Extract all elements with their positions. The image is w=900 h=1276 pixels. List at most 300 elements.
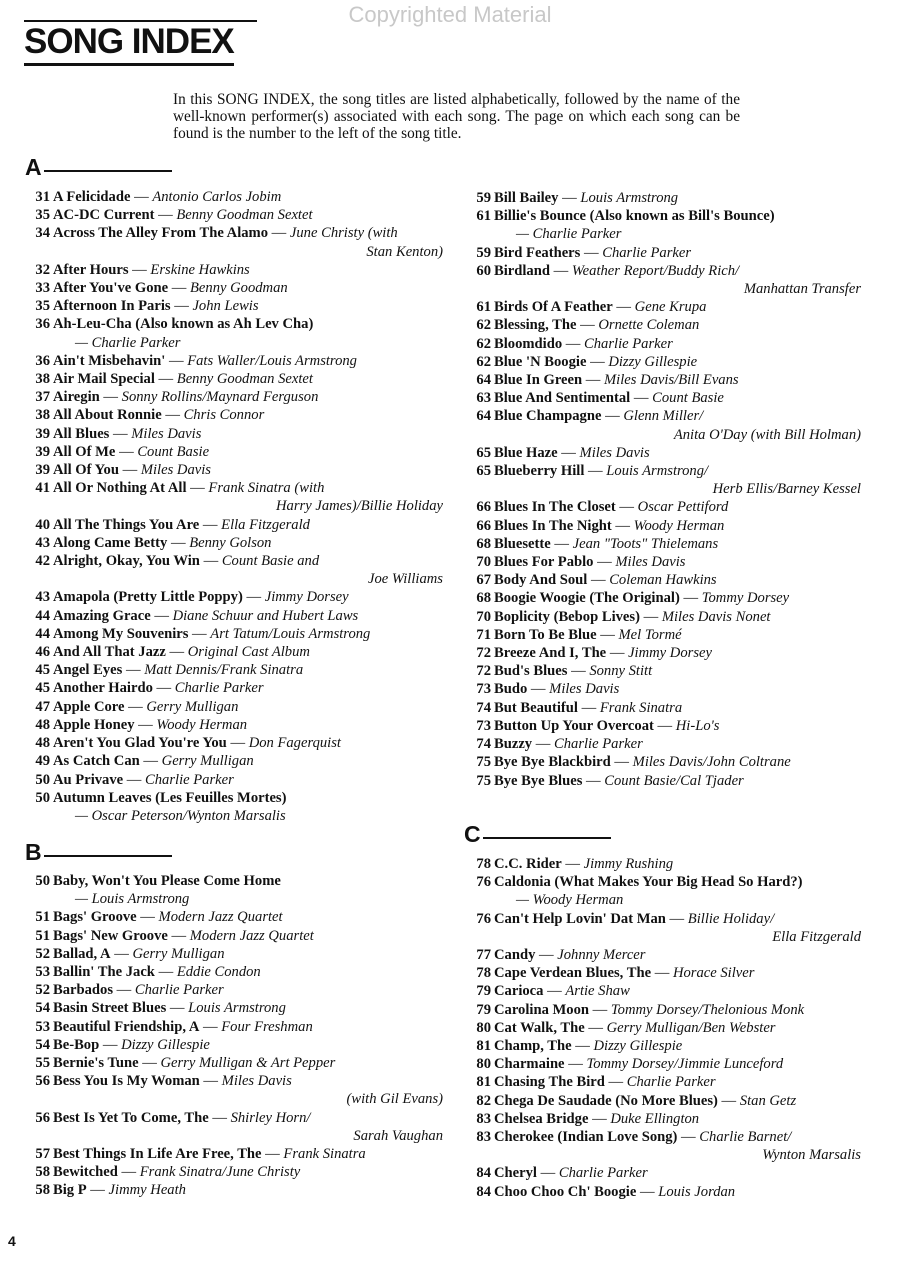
song-title: Blessing, The	[494, 317, 577, 334]
song-title: Best Is Yet To Come, The	[53, 1109, 209, 1126]
song-title: All About Ronnie	[53, 407, 162, 424]
page-num: 78	[476, 965, 491, 982]
song-title: Bags' New Groove	[53, 927, 168, 944]
index-entry: 38 All About Ronnie — Chris Connor	[28, 406, 443, 424]
performer-continued: — Oscar Peterson/Wynton Marsalis	[75, 807, 286, 824]
song-title: Ah-Leu-Cha (Also known as Ah Lev Cha)	[53, 316, 314, 333]
song-title: Blue Haze	[494, 444, 558, 461]
index-entry: 53 Beautiful Friendship, A — Four Freshman	[28, 1018, 443, 1036]
index-entry: 65 Blueberry Hill — Louis Armstrong/ Herb Ellis/Barney Kessel	[469, 462, 861, 498]
page-num: 63	[476, 390, 491, 407]
performer: Original Cast Album	[187, 644, 310, 661]
performer: Jean "Toots" Thielemans	[572, 535, 719, 552]
page-num: 79	[476, 1001, 491, 1018]
index-entry	[28, 789, 443, 825]
index-entry: 43 Along Came Betty — Benny Golson	[28, 534, 443, 552]
song-title: Autumn Leaves (Les Feuilles Mortes)	[53, 789, 287, 806]
page-num: 70	[476, 554, 491, 571]
page-title: SONG INDEX	[24, 22, 234, 66]
song-title: Across The Alley From The Alamo	[53, 225, 268, 242]
page-num: 36	[35, 352, 50, 369]
performer: Count Basie/Cal Tjader	[604, 772, 744, 789]
page-num: 61	[476, 299, 491, 316]
performer: Jimmy Dorsey	[264, 589, 349, 606]
index-entry: 81 Champ, The — Dizzy Gillespie	[469, 1037, 861, 1055]
performer: Four Freshman	[221, 1018, 313, 1035]
index-entry: 68 Boogie Woogie (The Original) — Tommy Dorsey	[469, 589, 861, 607]
index-entry: 39 All Of Me — Count Basie	[28, 443, 443, 461]
index-entry: 80 Cat Walk, The — Gerry Mulligan/Ben Webster	[469, 1019, 861, 1037]
page-num: 73	[476, 717, 491, 734]
section-rule	[44, 855, 172, 857]
performer: Charlie Parker	[626, 1074, 716, 1091]
performer: Gerry Mulligan	[132, 945, 225, 962]
index-entry: 33 After You've Gone — Benny Goodman	[28, 279, 443, 297]
performer: Gerry Mulligan	[146, 698, 239, 715]
page-num: 51	[35, 909, 50, 926]
performer: Charlie Parker	[554, 736, 643, 753]
song-title: Cat Walk, The	[494, 1019, 585, 1036]
performer: Duke Ellington	[610, 1110, 700, 1127]
page-num: 56	[35, 1109, 50, 1126]
page-num: 44	[35, 625, 50, 642]
performer: Tommy Dorsey	[701, 590, 790, 607]
section-letter-b	[25, 840, 172, 864]
song-title: Cheryl	[494, 1165, 537, 1182]
index-entry: 39 All Of You — Miles Davis	[28, 461, 443, 479]
performer: Benny Goodman Sextet	[176, 207, 313, 224]
page-num: 83	[476, 1129, 491, 1146]
index-entry: 32 After Hours — Erskine Hawkins	[28, 261, 443, 279]
song-title: Cherokee (Indian Love Song)	[494, 1129, 678, 1146]
page-num: 39	[35, 462, 50, 479]
page-num: 65	[476, 463, 491, 480]
song-title: Beautiful Friendship, A	[53, 1018, 200, 1035]
page-num: 81	[476, 1074, 491, 1091]
page-num: 66	[476, 499, 491, 516]
page-num: 41	[35, 480, 50, 497]
index-entry: 83 Cherokee (Indian Love Song) — Charlie Barnet/ Wynton Marsalis	[469, 1128, 861, 1164]
song-title: Apple Honey	[53, 716, 135, 733]
index-entry: 79 Carolina Moon — Tommy Dorsey/Thelonious Monk	[469, 1001, 861, 1019]
performer: Charlie Parker	[602, 244, 692, 261]
song-title: Be-Bop	[53, 1036, 100, 1053]
song-title: Button Up Your Overcoat	[494, 717, 654, 734]
performer: Miles Davis	[579, 444, 650, 461]
page-num: 50	[35, 789, 50, 806]
performer: Woody Herman	[156, 716, 248, 733]
performer: Jimmy Rushing	[583, 856, 674, 872]
performer: Jimmy Heath	[108, 1182, 186, 1199]
performer-continued: Sarah Vaughan	[353, 1127, 443, 1144]
index-entry: 45 Another Hairdo — Charlie Parker	[28, 679, 443, 697]
performer: Miles Davis	[221, 1073, 292, 1090]
performer: Billie Holiday/	[687, 910, 775, 927]
performer: Gerry Mulligan & Art Pepper	[160, 1055, 336, 1072]
index-entry: 41 All Or Nothing At All — Frank Sinatra (with Harry James)/Billie Holiday	[28, 479, 443, 515]
song-title: Bloomdido	[494, 335, 563, 352]
performer: Miles Davis	[131, 425, 202, 442]
page-num: 48	[35, 716, 50, 733]
page-num: 80	[476, 1056, 491, 1073]
page-num: 74	[476, 736, 491, 753]
page-num: 52	[35, 945, 50, 962]
intro-paragraph: In this SONG INDEX, the song titles are listed alphabetically, followed by the name of the well-known performer(s) associated with each song. The page on which each song can be found is the number to the left of the song title.	[173, 91, 740, 142]
section-c-entries	[469, 855, 861, 1201]
page-num: 75	[476, 754, 491, 771]
song-title: Bird Feathers	[494, 244, 581, 261]
performer: Charlie Parker	[134, 982, 224, 999]
page-num: 82	[476, 1092, 491, 1109]
song-title: Chelsea Bridge	[494, 1110, 589, 1127]
page-num: 65	[476, 444, 491, 461]
page-num: 39	[35, 425, 50, 442]
page-num: 61	[476, 208, 491, 225]
performer: Miles Davis	[140, 462, 211, 479]
page-num: 62	[476, 317, 491, 334]
index-entry: 47 Apple Core — Gerry Mulligan	[28, 698, 443, 716]
performer: Benny Goodman	[190, 280, 288, 297]
performer: Johnny Mercer	[557, 947, 646, 964]
page-num: 62	[476, 335, 491, 352]
song-title: Budo	[494, 681, 528, 698]
song-title: Carolina Moon	[494, 1001, 590, 1018]
section-letter: A	[25, 154, 42, 180]
page-num: 68	[476, 535, 491, 552]
page-num: 43	[35, 534, 50, 551]
song-title: C.C. Rider	[494, 856, 562, 872]
page-num: 48	[35, 735, 50, 752]
page-num: 58	[35, 1182, 50, 1199]
page-num: 59	[476, 190, 491, 206]
performer: John Lewis	[192, 298, 259, 315]
song-title: Aren't You Glad You're You	[53, 735, 227, 752]
index-entry: 73 Button Up Your Overcoat — Hi-Lo's	[469, 717, 861, 735]
performer: Count Basie	[652, 390, 724, 407]
performer: Tommy Dorsey/Thelonious Monk	[610, 1001, 805, 1018]
index-entry: 52 Barbados — Charlie Parker	[28, 981, 443, 999]
index-entry: 64 Blue Champagne — Glenn Miller/ Anita O'Day (with Bill Holman)	[469, 407, 861, 443]
index-entry: 81 Chasing The Bird — Charlie Parker	[469, 1073, 861, 1091]
song-title: Along Came Betty	[53, 534, 168, 551]
index-entry: 48 Aren't You Glad You're You — Don Fagerquist	[28, 734, 443, 752]
performer: Horace Silver	[672, 965, 755, 982]
performer: Charlie Parker	[584, 335, 673, 352]
performer: Mel Tormé	[618, 626, 682, 643]
performer: Antonio Carlos Jobim	[152, 189, 282, 205]
page-num: 70	[476, 608, 491, 625]
song-title: Boplicity (Bebop Lives)	[494, 608, 640, 625]
song-title: A Felicidade	[53, 189, 131, 205]
performer-continued: Anita O'Day (with Bill Holman)	[673, 426, 861, 443]
index-entry: 76 Can't Help Lovin' Dat Man — Billie Holiday/ Ella Fitzgerald	[469, 910, 861, 946]
page-num: 43	[35, 589, 50, 606]
page-num: 60	[476, 262, 491, 279]
index-entry: 56 Bess You Is My Woman — Miles Davis (with Gil Evans)	[28, 1072, 443, 1108]
performer: Charlie Parker	[174, 680, 264, 697]
performer: Miles Davis	[549, 681, 620, 698]
section-rule	[44, 170, 172, 172]
page-num: 38	[35, 371, 50, 388]
song-title: Bluesette	[494, 535, 551, 552]
song-title: Bill Bailey	[494, 190, 559, 206]
page-num: 45	[35, 680, 50, 697]
index-entry: 49 As Catch Can — Gerry Mulligan	[28, 752, 443, 770]
index-entry: 84 Cheryl — Charlie Parker	[469, 1164, 861, 1182]
copyright-watermark: Copyrighted Material	[348, 2, 552, 27]
index-entry: 74 Buzzy — Charlie Parker	[469, 735, 861, 753]
song-title: Amazing Grace	[53, 607, 151, 624]
song-title: Bernie's Tune	[53, 1055, 139, 1072]
song-title: Bye Bye Blues	[494, 772, 583, 789]
performer: Stan Getz	[739, 1092, 797, 1109]
performer-continued: Ella Fitzgerald	[772, 928, 861, 945]
song-title: Chasing The Bird	[494, 1074, 605, 1091]
performer: Frank Sinatra	[283, 1146, 366, 1163]
page-num: 56	[35, 1073, 50, 1090]
index-entry: 35 AC-DC Current — Benny Goodman Sextet	[28, 206, 443, 224]
song-title: And All That Jazz	[53, 644, 166, 661]
performer: Louis Armstrong/	[606, 463, 709, 480]
song-title: Chega De Saudade (No More Blues)	[494, 1092, 718, 1109]
performer: Frank Sinatra/June Christy	[139, 1164, 301, 1181]
index-entry: 64 Blue In Green — Miles Davis/Bill Evans	[469, 371, 861, 389]
song-title: Ballad, A	[53, 945, 111, 962]
song-title: Blue In Green	[494, 372, 583, 389]
performer: Chris Connor	[183, 407, 265, 424]
song-title: All Or Nothing At All	[53, 480, 187, 497]
index-entry: 67 Body And Soul — Coleman Hawkins	[469, 571, 861, 589]
page-num: 39	[35, 443, 50, 460]
performer: Art Tatum/Louis Armstrong	[210, 625, 371, 642]
song-title: Blues In The Night	[494, 517, 612, 534]
page-num: 33	[35, 280, 50, 297]
song-title: Bags' Groove	[53, 909, 137, 926]
index-entry: 72 Bud's Blues — Sonny Stitt	[469, 662, 861, 680]
index-entry: 62 Blessing, The — Ornette Coleman	[469, 316, 861, 334]
song-title: Birdland	[494, 262, 550, 279]
page-num: 53	[35, 964, 50, 981]
page-num: 52	[35, 982, 50, 999]
index-entry: 79 Carioca — Artie Shaw	[469, 982, 861, 1000]
page-num: 58	[35, 1164, 50, 1181]
index-entry: 61 Birds Of A Feather — Gene Krupa	[469, 298, 861, 316]
index-entry: 74 But Beautiful — Frank Sinatra	[469, 699, 861, 717]
performer-continued: Manhattan Transfer	[743, 281, 861, 298]
page-num: 84	[476, 1183, 491, 1200]
page-num: 64	[476, 372, 491, 389]
index-entry: 51 Bags' New Groove — Modern Jazz Quartet	[28, 927, 443, 945]
performer: Ella Fitzgerald	[221, 516, 310, 533]
page-num: 54	[35, 1036, 50, 1053]
performer-continued: (with Gil Evans)	[346, 1091, 443, 1108]
performer: Louis Jordan	[658, 1183, 736, 1200]
performer: Jimmy Dorsey	[628, 645, 712, 662]
performer: Modern Jazz Quartet	[189, 927, 314, 944]
performer: Matt Dennis/Frank Sinatra	[144, 662, 304, 679]
song-title: Boogie Woogie (The Original)	[494, 590, 680, 607]
index-entry: 57 Best Things In Life Are Free, The — Frank Sinatra	[28, 1145, 443, 1163]
index-entry: 62 Blue 'N Boogie — Dizzy Gillespie	[469, 353, 861, 371]
song-title: Airegin	[53, 389, 100, 406]
page-num: 37	[35, 389, 50, 406]
song-title: Choo Choo Ch' Boogie	[494, 1183, 637, 1200]
page-num: 62	[476, 353, 491, 370]
performer: Dizzy Gillespie	[608, 353, 698, 370]
performer-continued: — Charlie Parker	[75, 334, 181, 351]
index-entry: 55 Bernie's Tune — Gerry Mulligan & Art Pepper	[28, 1054, 443, 1072]
index-entry	[28, 872, 443, 908]
page-num: 55	[35, 1055, 50, 1072]
page-num: 50	[35, 771, 50, 788]
index-entry: 75 Bye Bye Blackbird — Miles Davis/John Coltrane	[469, 753, 861, 771]
song-title: Among My Souvenirs	[53, 625, 189, 642]
song-title: AC-DC Current	[53, 207, 155, 224]
page-num: 42	[35, 553, 50, 570]
song-title: Blue 'N Boogie	[494, 353, 587, 370]
index-entry: 52 Ballad, A — Gerry Mulligan	[28, 945, 443, 963]
song-title: Can't Help Lovin' Dat Man	[494, 910, 666, 927]
index-entry: 39 All Blues — Miles Davis	[28, 425, 443, 443]
performer: Louis Armstrong	[580, 190, 679, 206]
performer: Erskine Hawkins	[150, 261, 250, 278]
index-entry	[469, 873, 861, 909]
song-title: All Of You	[53, 462, 119, 479]
song-title: Caldonia (What Makes Your Big Head So Hard?)	[494, 874, 803, 891]
index-entry: 84 Choo Choo Ch' Boogie — Louis Jordan	[469, 1183, 861, 1201]
index-entry: 80 Charmaine — Tommy Dorsey/Jimmie Lunceford	[469, 1055, 861, 1073]
performer-continued: — Woody Herman	[516, 892, 624, 909]
performer: Miles Davis Nonet	[661, 608, 771, 625]
performer: Miles Davis	[615, 554, 686, 571]
song-title: But Beautiful	[494, 699, 578, 716]
performer: Charlie Barnet/	[699, 1129, 792, 1146]
song-title: Cape Verdean Blues, The	[494, 965, 652, 982]
index-entry: 46 And All That Jazz — Original Cast Album	[28, 643, 443, 661]
performer-continued: Herb Ellis/Barney Kessel	[712, 481, 861, 498]
index-entry: 65 Blue Haze — Miles Davis	[469, 444, 861, 462]
index-entry: 40 All The Things You Are — Ella Fitzgerald	[28, 516, 443, 534]
page-num: 53	[35, 1018, 50, 1035]
performer: Artie Shaw	[565, 983, 630, 1000]
page-num: 72	[476, 645, 491, 662]
page-num: 59	[476, 244, 491, 261]
page-num: 44	[35, 607, 50, 624]
index-entry: 66 Blues In The Night — Woody Herman	[469, 517, 861, 535]
song-title: Bewitched	[53, 1164, 118, 1181]
index-entry: 54 Basin Street Blues — Louis Armstrong	[28, 999, 443, 1017]
page-num: 45	[35, 662, 50, 679]
performer: Sonny Stitt	[589, 663, 653, 680]
song-title: Champ, The	[494, 1038, 572, 1055]
index-entry	[469, 207, 861, 243]
page-num: 64	[476, 408, 491, 425]
page-num: 76	[476, 874, 491, 891]
page-num: 67	[476, 572, 491, 589]
page-num: 34	[35, 225, 50, 242]
performer: Benny Goodman Sextet	[176, 371, 313, 388]
index-entry: 68 Bluesette — Jean "Toots" Thielemans	[469, 535, 861, 553]
index-entry: 58 Bewitched — Frank Sinatra/June Christy	[28, 1163, 443, 1181]
index-entry: 45 Angel Eyes — Matt Dennis/Frank Sinatra	[28, 661, 443, 679]
song-title: Charmaine	[494, 1056, 565, 1073]
song-title: Blueberry Hill	[494, 463, 585, 480]
page-num: 35	[35, 298, 50, 315]
index-entry: 42 Alright, Okay, You Win — Count Basie and Joe Williams	[28, 552, 443, 588]
page-num: 36	[35, 316, 50, 333]
page-num: 77	[476, 947, 491, 964]
song-title: Candy	[494, 947, 536, 964]
index-entry: 44 Among My Souvenirs — Art Tatum/Louis Armstrong	[28, 625, 443, 643]
performer: Glenn Miller/	[623, 408, 704, 425]
index-entry: 36 Ain't Misbehavin' — Fats Waller/Louis Armstrong	[28, 352, 443, 370]
song-title: All The Things You Are	[53, 516, 200, 533]
song-title: Blue And Sentimental	[494, 390, 631, 407]
performer: Count Basie and	[221, 553, 320, 570]
performer-continued: Joe Williams	[368, 571, 443, 588]
section-rule	[483, 837, 611, 839]
performer: Louis Armstrong	[188, 1000, 286, 1017]
performer: Benny Golson	[189, 534, 272, 551]
song-title: As Catch Can	[53, 753, 140, 770]
index-entry: 37 Airegin — Sonny Rollins/Maynard Ferguson	[28, 388, 443, 406]
performer: Miles Davis/Bill Evans	[604, 372, 739, 389]
performer: Gene Krupa	[634, 299, 707, 316]
page-num: 49	[35, 753, 50, 770]
index-entry: 77 Candy — Johnny Mercer	[469, 946, 861, 964]
song-title: Apple Core	[53, 698, 125, 715]
song-title: Best Things In Life Are Free, The	[53, 1146, 262, 1163]
song-title: Billie's Bounce (Also known as Bill's Bounce)	[494, 208, 775, 225]
performer: Hi-Lo's	[675, 717, 720, 734]
page-number: 4	[8, 1233, 16, 1249]
page-num: 73	[476, 681, 491, 698]
performer: Sonny Rollins/Maynard Ferguson	[121, 389, 319, 406]
song-title: Breeze And I, The	[494, 645, 607, 662]
song-title: Basin Street Blues	[53, 1000, 167, 1017]
section-letter: C	[464, 821, 481, 847]
song-title: Angel Eyes	[53, 662, 123, 679]
page-num: 79	[476, 983, 491, 1000]
index-entry: 82 Chega De Saudade (No More Blues) — Stan Getz	[469, 1092, 861, 1110]
page-num: 54	[35, 1000, 50, 1017]
song-title: Birds Of A Feather	[494, 299, 613, 316]
index-entry: 34 Across The Alley From The Alamo — June Christy (with Stan Kenton)	[28, 224, 443, 260]
performer-continued: — Charlie Parker	[516, 226, 622, 243]
song-title: Carioca	[494, 983, 544, 1000]
performer: Ornette Coleman	[598, 317, 700, 334]
page-num: 72	[476, 663, 491, 680]
song-title: Alright, Okay, You Win	[53, 553, 200, 570]
performer: Gerry Mulligan/Ben Webster	[606, 1019, 776, 1036]
page-num: 83	[476, 1110, 491, 1127]
song-title: Amapola (Pretty Little Poppy)	[53, 589, 243, 606]
performer: Gerry Mulligan	[161, 753, 254, 770]
performer: Modern Jazz Quartet	[158, 909, 283, 926]
index-entry: 56 Best Is Yet To Come, The — Shirley Horn/ Sarah Vaughan	[28, 1109, 443, 1145]
performer: Charlie Parker	[558, 1165, 648, 1182]
song-title: Born To Be Blue	[494, 626, 597, 643]
index-entry: 60 Birdland — Weather Report/Buddy Rich/ Manhattan Transfer	[469, 262, 861, 298]
performer: Tommy Dorsey/Jimmie Lunceford	[586, 1056, 784, 1073]
performer: Coleman Hawkins	[609, 572, 717, 589]
page-num: 57	[35, 1146, 50, 1163]
song-title: After You've Gone	[53, 280, 169, 297]
index-entry: 70 Blues For Pablo — Miles Davis	[469, 553, 861, 571]
song-title: All Of Me	[53, 443, 116, 460]
index-entry: 78 C.C. Rider — Jimmy Rushing	[469, 855, 861, 873]
index-entry: 83 Chelsea Bridge — Duke Ellington	[469, 1110, 861, 1128]
